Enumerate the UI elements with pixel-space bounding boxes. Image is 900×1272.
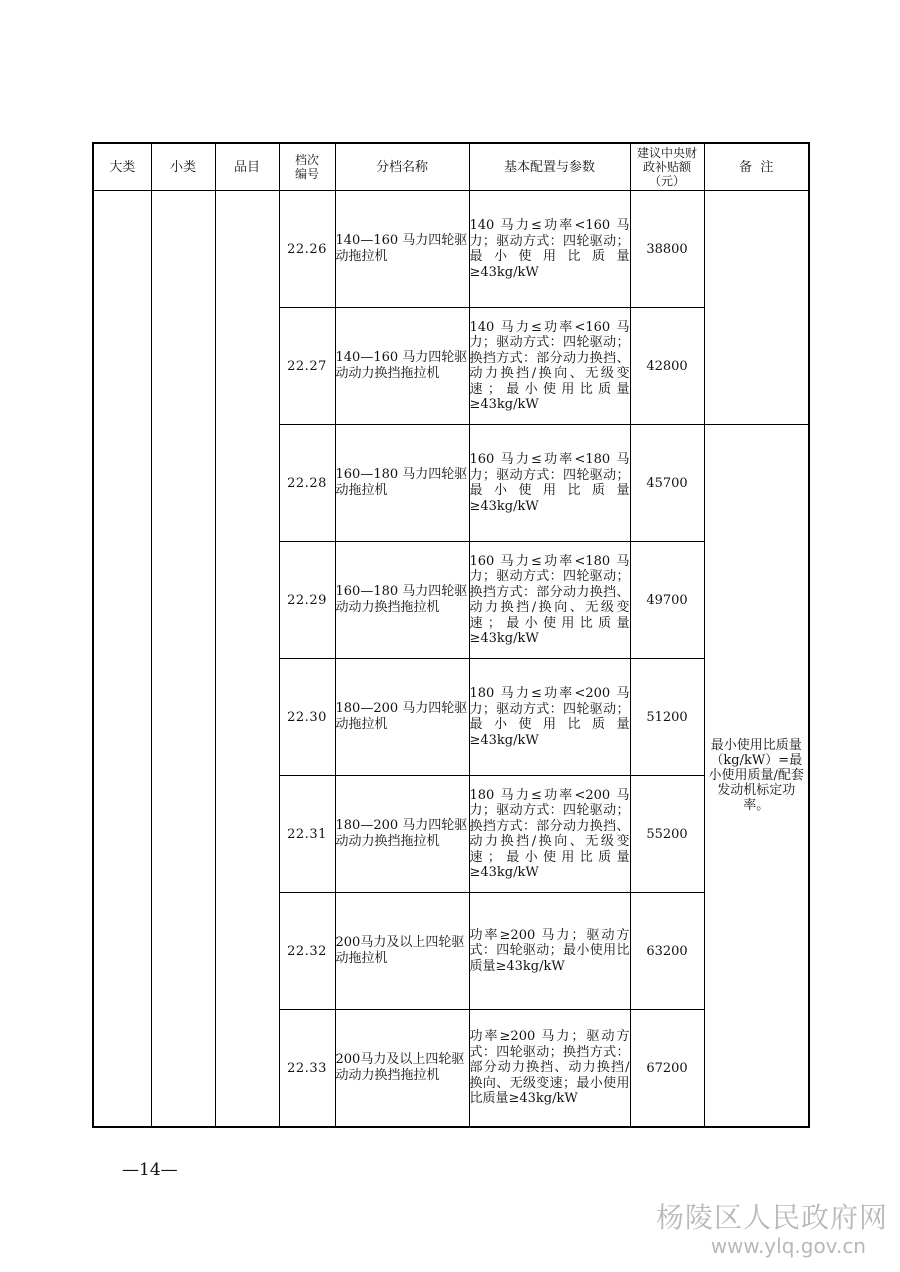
header-major-category: 大类 <box>93 143 151 191</box>
grade-name: 200马力及以上四轮驱动拖拉机 <box>335 893 469 1010</box>
table-row <box>93 191 809 308</box>
remark-note: 最小使用比质量（kg/kW）=最小使用质量/配套发动机标定功率。 <box>704 425 809 1128</box>
grade-code: 22.32 <box>279 893 335 1010</box>
header-minor-category: 小类 <box>151 143 215 191</box>
grade-config: 160 马力≤功率<180 马力；驱动方式：四轮驱动；最小使用比质量≥43kg/kW <box>469 425 630 542</box>
grade-code: 22.28 <box>279 425 335 542</box>
header-subsidy: 建议中央财政补贴额（元） <box>630 143 704 191</box>
grade-code: 22.26 <box>279 191 335 308</box>
grade-amount: 49700 <box>630 542 704 659</box>
grade-name: 160—180 马力四轮驱动动力换挡拖拉机 <box>335 542 469 659</box>
grade-name: 180—200 马力四轮驱动拖拉机 <box>335 659 469 776</box>
grade-amount: 45700 <box>630 425 704 542</box>
header-grade-no: 档次编号 <box>279 143 335 191</box>
major-category-cell <box>93 191 151 1128</box>
grade-config: 140 马力≤功率<160 马力；驱动方式：四轮驱动；最小使用比质量≥43kg/kW <box>469 191 630 308</box>
grade-name: 200马力及以上四轮驱动动力换挡拖拉机 <box>335 1010 469 1128</box>
grade-name: 180—200 马力四轮驱动动力换挡拖拉机 <box>335 776 469 893</box>
item-cell <box>215 191 279 1128</box>
grade-name: 160—180 马力四轮驱动拖拉机 <box>335 425 469 542</box>
grade-name: 140—160 马力四轮驱动拖拉机 <box>335 191 469 308</box>
header-config: 基本配置与参数 <box>469 143 630 191</box>
grade-config: 160 马力≤功率<180 马力；驱动方式：四轮驱动；换挡方式：部分动力换挡、动力换挡/换向、无级变速；最小使用比质量≥43kg/kW <box>469 542 630 659</box>
header-remarks: 备 注 <box>704 143 809 191</box>
watermark-url: www.ylq.gov.cn <box>710 1234 866 1258</box>
subsidy-table <box>92 142 810 1128</box>
grade-amount: 55200 <box>630 776 704 893</box>
grade-amount: 38800 <box>630 191 704 308</box>
grade-code: 22.31 <box>279 776 335 893</box>
grade-config: 140 马力≤功率<160 马力；驱动方式：四轮驱动；换挡方式：部分动力换挡、动力换挡/换向、无级变速；最小使用比质量≥43kg/kW <box>469 308 630 425</box>
grade-code: 22.29 <box>279 542 335 659</box>
header-grade-name: 分档名称 <box>335 143 469 191</box>
minor-category-cell <box>151 191 215 1128</box>
grade-config: 180 马力≤功率<200 马力；驱动方式：四轮驱动；换挡方式：部分动力换挡、动力换挡/换向、无级变速；最小使用比质量≥43kg/kW <box>469 776 630 893</box>
remarks-empty-cell <box>704 191 809 425</box>
grade-code: 22.33 <box>279 1010 335 1128</box>
grade-config: 180 马力≤功率<200 马力；驱动方式：四轮驱动；最小使用比质量≥43kg/kW <box>469 659 630 776</box>
grade-config: 功率≥200 马力；驱动方式：四轮驱动；最小使用比质量≥43kg/kW <box>469 893 630 1010</box>
grade-amount: 67200 <box>630 1010 704 1128</box>
header-item: 品目 <box>215 143 279 191</box>
header-row <box>93 143 809 191</box>
page-number: —14— <box>122 1160 178 1180</box>
watermark-site-name: 杨陵区人民政府网 <box>655 1201 888 1234</box>
grade-code: 22.27 <box>279 308 335 425</box>
grade-amount: 63200 <box>630 893 704 1010</box>
grade-config: 功率≥200 马力；驱动方式：四轮驱动；换挡方式：部分动力换挡、动力换挡/换向、无级变速；最小使用比质量≥43kg/kW <box>469 1010 630 1128</box>
grade-amount: 51200 <box>630 659 704 776</box>
grade-code: 22.30 <box>279 659 335 776</box>
grade-name: 140—160 马力四轮驱动动力换挡拖拉机 <box>335 308 469 425</box>
grade-amount: 42800 <box>630 308 704 425</box>
